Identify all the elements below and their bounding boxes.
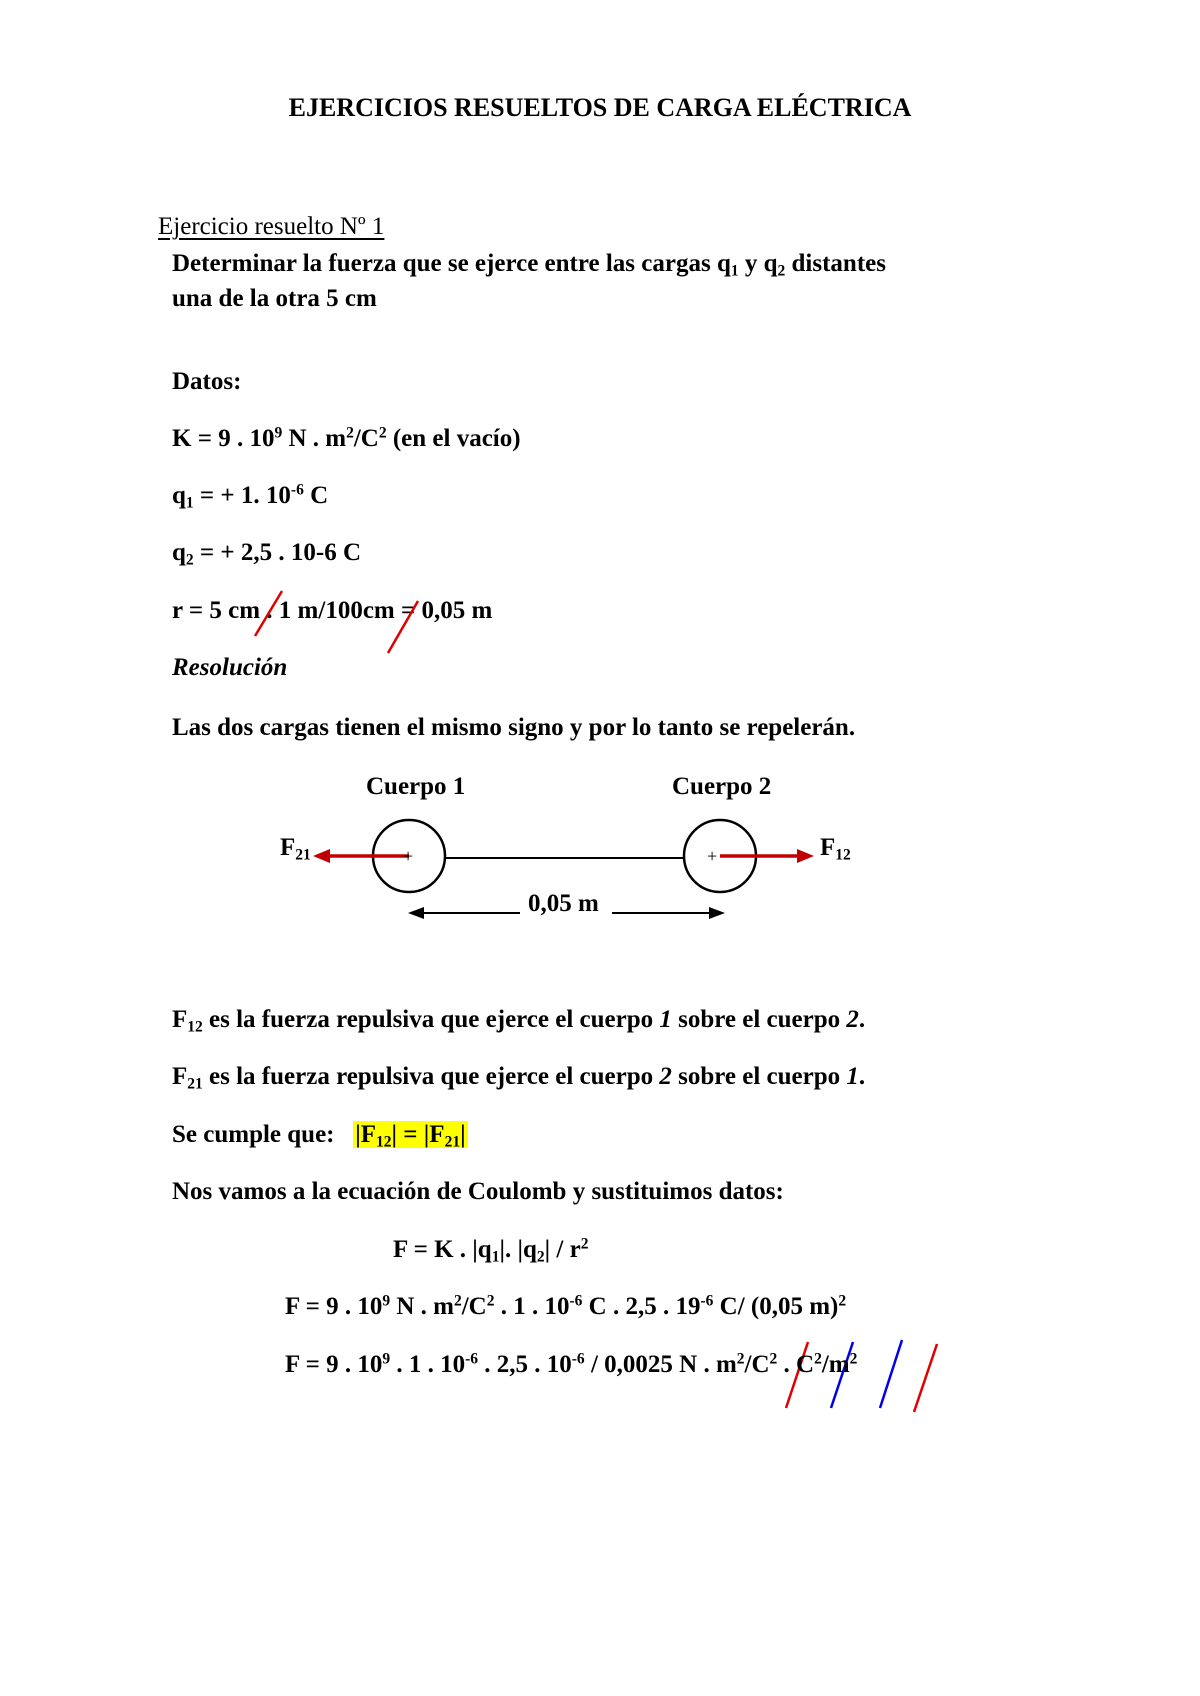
cancel-mark-m2-2 <box>914 1344 937 1412</box>
simplified-equation: F = 9 . $10^9$ . 1 . $10^{-6}$ . 2,5 . $10^{-6} / 0,0025$ N . $m^2/C^2$ . $C^2/m^2$ <box>285 1350 858 1378</box>
f12-description: $F_{12}$ es la fuerza repulsiva que ejerce el cuerpo 1 sobre el cuerpo 2. <box>172 1006 866 1036</box>
same-sign-text: Las dos cargas tienen el mismo signo y por lo tanto se repelerán. <box>172 714 856 741</box>
force-12-label: $F_{12}$ <box>820 834 851 864</box>
distance-arrowhead-left <box>408 907 424 919</box>
force-21-label: $F_{21}$ <box>280 834 311 864</box>
highlighted-equality: $|F_{12}| = |F_{21}|$ <box>355 1121 466 1151</box>
cancel-mark-cm-1 <box>255 591 282 636</box>
exercise-heading: Ejercicio resuelto Nº 1 <box>158 213 385 240</box>
cancel-mark-c2-2 <box>880 1340 902 1408</box>
distance-r: r = 5 cm . 1 m/100cm = 0,05 m <box>172 597 493 624</box>
statement-line-2: una de la otra 5 cm <box>172 285 377 312</box>
distance-arrowhead-right <box>709 907 725 919</box>
body-2-label: Cuerpo 2 <box>672 773 772 800</box>
constant-k: K = 9 . $10^9$ N . $m^2/C^2$ (en el vacío) <box>172 424 521 452</box>
body-1-label: Cuerpo 1 <box>366 773 466 800</box>
substitution-equation: F = 9 . $10^9$ N . $m^2/C^2$ . 1 . $10^{-6}$ C . 2,5 . $19^{-6}$ C/ (0,05 m)$^2$ <box>285 1292 847 1320</box>
data-label: Datos: <box>172 368 242 395</box>
coulomb-intro: Nos vamos a la ecuación de Coulomb y sustituimos datos: <box>172 1178 784 1205</box>
charge-q1: $q_1$ = + 1. $10^{-6}$ C <box>172 481 329 512</box>
plus-sign-2: + <box>707 846 718 866</box>
resolution-label: Resolución <box>172 654 288 681</box>
charge-q2: $q_2$ = + 2,5 . 10-6 C <box>172 539 362 569</box>
plus-sign-1: + <box>403 846 414 866</box>
distance-label: 0,05 m <box>528 890 599 917</box>
cancel-mark-cm-2 <box>388 601 418 653</box>
force-21-arrowhead <box>313 849 330 863</box>
page-title: EJERCICIOS RESUELTOS DE CARGA ELÉCTRICA <box>288 93 912 122</box>
f21-description: $F_{21}$ es la fuerza repulsiva que ejerce el cuerpo 2 sobre el cuerpo 1. <box>172 1063 866 1093</box>
coulomb-equation: F = K . $|q_1|$. $|q_2| / r^2$ <box>393 1235 589 1266</box>
equality-statement: Se cumple que: $|F_{12}| = |F_{21}|$ <box>172 1121 466 1151</box>
statement-line-1: Determinar la fuerza que se ejerce entre las cargas $q_1$ y $q_2$ distantes <box>172 250 886 280</box>
force-12-arrowhead <box>797 849 814 863</box>
